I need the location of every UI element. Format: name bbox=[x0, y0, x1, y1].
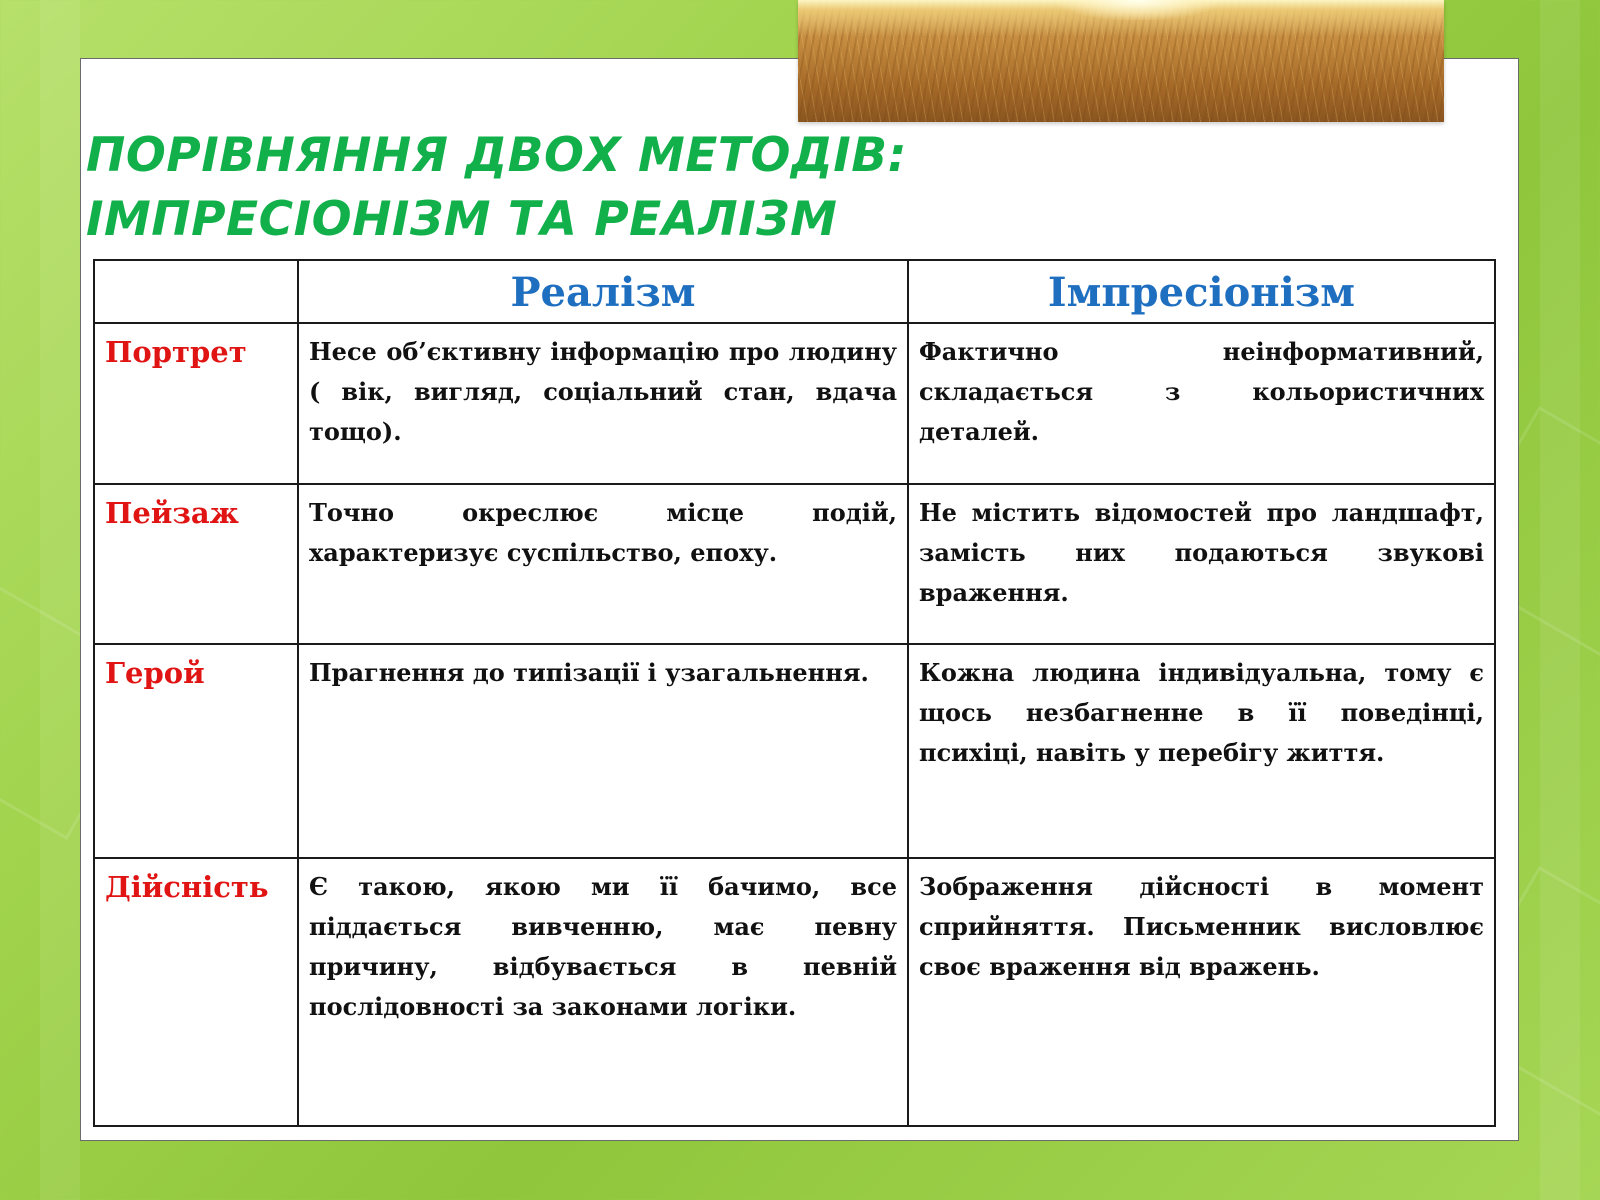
cell-landscape-realism: Точно окреслює місце подій, характеризує суспільство, епоху. bbox=[298, 484, 908, 644]
cell-portrait-impressionism: Фактично неінформативний, складається з кольористичних деталей. bbox=[908, 323, 1495, 484]
table-row bbox=[94, 644, 1495, 858]
comparison-table bbox=[93, 259, 1496, 1127]
slide-title-line-1: ПОРІВНЯННЯ ДВОХ МЕТОДІВ: bbox=[86, 128, 907, 183]
table-row bbox=[94, 484, 1495, 644]
column-header-impressionism: Імпресіонізм bbox=[908, 260, 1495, 323]
row-label-reality: Дійсність bbox=[94, 858, 298, 1126]
column-header-realism: Реалізм bbox=[298, 260, 908, 323]
slide-title bbox=[86, 124, 907, 252]
cell-reality-realism: Є такою, якою ми її бачимо, все піддається вивченню, має певну причину, відбувається в певній послідовності за законами логіки. bbox=[298, 858, 908, 1126]
table-row bbox=[94, 858, 1495, 1126]
table-corner-cell bbox=[94, 260, 298, 323]
row-label-hero: Герой bbox=[94, 644, 298, 858]
table-row bbox=[94, 323, 1495, 484]
cell-landscape-impressionism: Не містить відомостей про ландшафт, замість них подаються звукові враження. bbox=[908, 484, 1495, 644]
background-stripe bbox=[40, 0, 80, 1200]
cell-reality-impressionism: Зображення дійсності в момент сприйняття. Письменник висловлює своє враження від вражень. bbox=[908, 858, 1495, 1126]
table-header-row bbox=[94, 260, 1495, 323]
cell-portrait-realism: Несе об’єктивну інформацію про людину ( вік, вигляд, соціальний стан, вдача тощо). bbox=[298, 323, 908, 484]
row-label-landscape: Пейзаж bbox=[94, 484, 298, 644]
row-label-portrait: Портрет bbox=[94, 323, 298, 484]
sun-glow bbox=[1058, 0, 1218, 20]
slide-title-line-2: ІМПРЕСІОНІЗМ ТА РЕАЛІЗМ bbox=[86, 192, 838, 247]
cell-hero-impressionism: Кожна людина індивідуальна, тому є щось незбагненне в її поведінці, психіці, навіть у перебігу життя. bbox=[908, 644, 1495, 858]
cell-hero-realism: Прагнення до типізації і узагальнення. bbox=[298, 644, 908, 858]
wheat-field-photo bbox=[798, 0, 1444, 122]
